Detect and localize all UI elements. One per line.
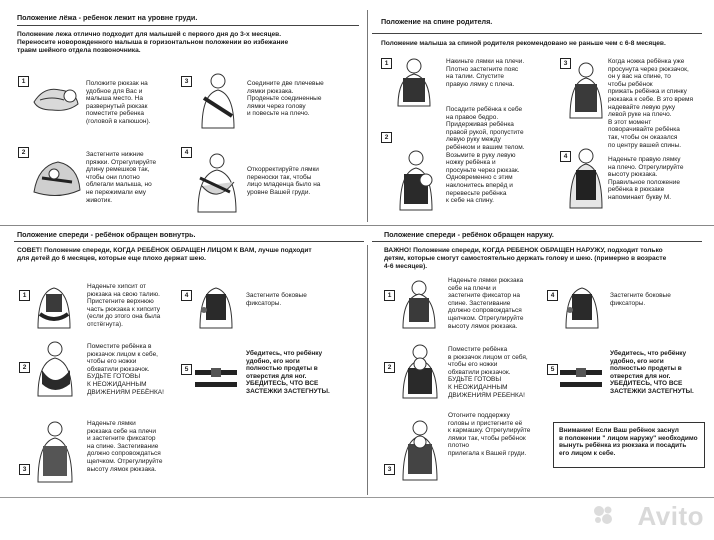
side-buckles-illustration xyxy=(560,280,604,330)
step-text: Накиньте лямки на плечи. Плотно застегните пояс на талии. Спустите правую лямку с плеча. xyxy=(446,58,525,88)
avito-logo-icon xyxy=(592,504,614,526)
step-number: 5 xyxy=(547,364,558,375)
step-number: 3 xyxy=(19,464,30,475)
step-text: Поместите ребёнка в рюкзачок лицом от себя, чтобы его ножки обхватили рюкзачок. БУДЬТЕ ГОТОВЫ К НЕОЖИДАННЫМ ДВИЖЕНИЯМ РЕБЕНКА! xyxy=(448,346,528,399)
step-text: Застегните боковые фиксаторы. xyxy=(610,292,671,307)
section-title-lying: Положение лёжа - ребенок лежит на уровне груди. xyxy=(17,13,198,22)
parent-straps-illustration xyxy=(196,72,240,130)
step-number: 2 xyxy=(384,362,395,373)
step-text: Поместите ребёнка в рюкзачок лицом к себе, чтобы его ножки обхватили рюкзачок. БУДЬТЕ ГОТОВЫ К НЕОЖИДАННЫМ ДВИЖЕНИЯМ РЕБЁНКА! xyxy=(87,343,164,396)
step-number: 1 xyxy=(384,290,395,301)
step-number: 1 xyxy=(381,58,392,69)
warning-box: Внимание! Если Ваш ребёнок заснул в положении " лицом наружу" необходимо вынуть ребёнка из рюкзака и посадить его лицом к себе. xyxy=(553,422,705,468)
step-number: 4 xyxy=(181,290,192,301)
baby-m-position-illustration xyxy=(566,148,606,210)
step-text: Наденьте лямки рюкзака себе на плечи и застегните фиксатор на спине. Застегивание должно сопровождаться щелчком. Отрегулируйте высоту лямок рюкзака. xyxy=(448,277,524,330)
step-text: Наденьте правую лямку на плечо. Отрегулируйте высоту рюкзака. Правильное положение ребёнка в рюкзаке напоминает букву М. xyxy=(608,156,684,201)
tip-front-in: СОВЕТ! Положение спереди, КОГДА РЕБЁНОК ОБРАЩЕН ЛИЦОМ К ВАМ, лучше подходит для детей до 6 месяцев, которые еще плохо держат шею. xyxy=(17,247,312,262)
step-text: Застегните боковые фиксаторы. xyxy=(246,292,307,307)
step-text: Посадите ребёнка к себе на правое бедро. Придерживая ребёнка правой рукой, пропустите левую руку между ребёнком и вашим телом. Возьмите в руку левую ножку ребёнка и просуньте через рюкзак. Одновременно с этим наклонитесь вперёд и перевесьте ребёнка к себе на спину. xyxy=(446,106,525,205)
divider xyxy=(14,241,364,242)
divider xyxy=(17,25,359,26)
straps-on-illustration xyxy=(32,420,78,484)
divider xyxy=(372,33,702,34)
buckle-baby-illustration xyxy=(28,152,84,202)
step-number: 3 xyxy=(560,58,571,69)
step-number: 2 xyxy=(19,362,30,373)
straps-back-illustration xyxy=(397,280,441,330)
step-text: Застегните нижние пряжки. Отрегулируйте длину ремешков так, чтобы они плотно облегали малыша, но не пережимали ему животик. xyxy=(86,151,157,204)
step-text: Положите рюкзак на удобное для Вас и малыша место. На развернутый рюкзак поместите ребенка (головой в капюшон). xyxy=(86,80,151,125)
step-text: Отогните поддержку головы и пристегните её к кармашку. Отрегулируйте лямки так, чтобы ребёнок плотно прилегала к Вашей груди. xyxy=(448,412,531,457)
baby-facing-in-illustration xyxy=(32,340,78,398)
adjust-carrier-illustration xyxy=(192,152,242,214)
step-number: 5 xyxy=(181,364,192,375)
step-number: 2 xyxy=(381,132,392,143)
baby-back-illustration xyxy=(566,62,606,120)
step-text: Наденьте хипсит от рюкзака на свою талию. Пристегните верхнюю часть рюкзака к хипситу (если до этого она была отстёгнута). xyxy=(87,283,161,328)
head-support-illustration xyxy=(397,420,443,482)
divider xyxy=(0,225,714,226)
step-number: 2 xyxy=(18,147,29,158)
column-divider xyxy=(367,245,368,495)
baby-lying-illustration xyxy=(30,80,82,116)
step-text: Убедитесь, что ребёнку удобно, его ноги полностью продеты в отверстия для ног. УБЕДИТЕСЬ, ЧТО ВСЕ ЗАСТЕЖКИ ЗАСТЕГНУТЫ. xyxy=(246,350,330,395)
side-buckles-illustration xyxy=(194,280,238,330)
section-title-front-in: Положение спереди - ребёнок обращен вовнутрь. xyxy=(17,230,196,239)
baby-on-hip-illustration xyxy=(394,150,438,212)
step-number: 3 xyxy=(384,464,395,475)
step-text: Убедитесь, что ребёнку удобно, его ноги полностью продеты в отверстия для ног. УБЕДИТЕСЬ, ЧТО ВСЕ ЗАСТЕЖКИ ЗАСТЕГНУТЫ. xyxy=(610,350,694,395)
step-number: 1 xyxy=(19,290,30,301)
intro-back: Положение малыша за спиной родителя рекомендовано не раньше чем с 6-8 месяцев. xyxy=(381,40,666,47)
step-text: Наденьте лямки рюкзака себе на плечи и застегните фиксатор на спине. Застегивание должно сопровождаться щелчком. Отрегулируйте высоту лямок рюкзака. xyxy=(87,420,163,473)
step-text: Когда ножка ребёнка уже просунута через рюкзачок, он у вас на спине, то чтобы ребёнок прижать ребёнка и спинку рюкзака к себе. В это время надевайте левую руку левой руке на плечо. В этот момент поворачивайте ребёнка так, чтобы он оказался по центру вашей спины. xyxy=(608,58,694,149)
hipseat-illustration xyxy=(32,280,76,330)
step-text: Соедините две плечевые лямки рюкзака. Проденьте соединенные лямки через голову и повесьте на плечо. xyxy=(247,80,324,118)
section-title-back: Положение на спине родителя. xyxy=(381,17,493,26)
step-number: 4 xyxy=(547,290,558,301)
buckle-closed-illustration xyxy=(558,366,604,392)
baby-facing-out-illustration xyxy=(397,344,443,400)
step-number: 1 xyxy=(18,76,29,87)
divider xyxy=(372,241,702,242)
parent-back-illustration xyxy=(394,58,434,108)
divider xyxy=(0,497,714,498)
intro-lying: Положение лежа отлично подходит для малышей с первого дня до 3-х месяцев. Переносите новорожденного малыша в горизонтальном положении во избежание травм шейного отдела позвоночника. xyxy=(17,31,289,54)
buckle-closed-illustration xyxy=(193,366,239,392)
step-number: 4 xyxy=(181,147,192,158)
step-text: Откорректируйте лямки переноски так, чтобы лицо младенца было на уровне Вашей груди. xyxy=(247,166,321,196)
watermark: Avito xyxy=(637,501,704,531)
important-front-out: ВАЖНО! Положение спереди, КОГДА РЕБЕНОК ОБРАЩЕН НАРУЖУ, подходит только детям, которые смогут самостоятельно держать голову и шею. (примерно в возрасте 4-6 месяцев). xyxy=(384,247,667,270)
step-number: 3 xyxy=(181,76,192,87)
column-divider xyxy=(367,10,368,222)
section-title-front-out: Положение спереди - ребёнок обращен наружу. xyxy=(384,230,554,239)
step-number: 4 xyxy=(560,151,571,162)
